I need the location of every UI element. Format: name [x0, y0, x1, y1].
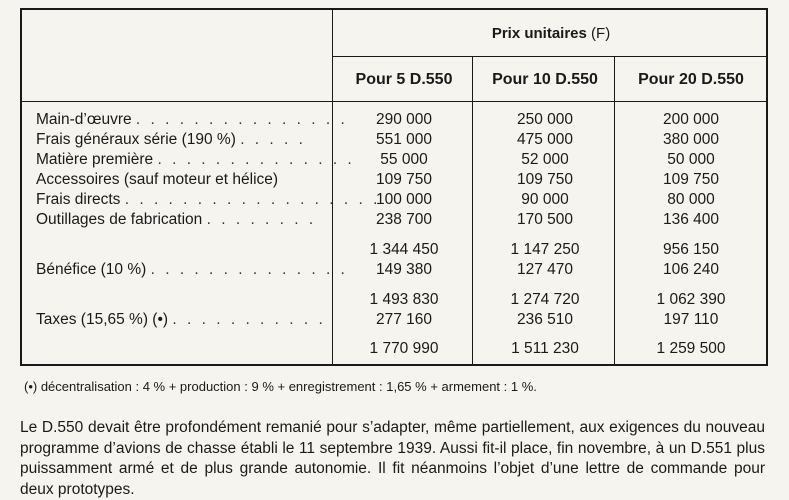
row-label: Accessoires (sauf moteur et hélice) [36, 171, 279, 188]
column-header: Pour 10 D.550 [492, 70, 598, 88]
table-cell: 475 000 [516, 131, 574, 148]
total-cell: 1 259 500 [656, 340, 726, 357]
body-paragraph: Le D.550 devait être profondément remanié pour s’adapter, même partiellement, aux exigences du nouveau programme d’avions de chasse établi le 11 septembre 1939. Aussi fit-il place, fin novembre, à un D.551 plus puissamment armé et de plus grande autonomie. Il fit néanmoins l’objet d’une lettre de commande pour deux prototypes. [20, 419, 765, 498]
subtotal-cell: 1 147 250 [510, 241, 580, 258]
table-cell: 52 000 [521, 151, 569, 168]
subtotal-cell: 1 274 720 [510, 291, 580, 308]
subtotal-cell: 1 344 450 [369, 241, 439, 258]
table-cell: 236 510 [516, 311, 574, 328]
total-cell: 1 770 990 [369, 340, 439, 357]
group-header-label: Prix unitaires [491, 25, 587, 42]
table-cell: 380 000 [662, 131, 720, 148]
cost-table [20, 8, 768, 366]
row-label: Bénéfice (10 %) . . . . . . . . . . . . . . [36, 261, 348, 278]
table-cell: 290 000 [375, 111, 433, 128]
row-label: Main-d’œuvre . . . . . . . . . . . . . . . [36, 111, 348, 128]
table-cell: 106 240 [662, 261, 720, 278]
table-cell: 127 470 [516, 261, 574, 278]
column-header: Pour 5 D.550 [355, 70, 453, 88]
footnote: (•) décentralisation : 4 % + production : 9 % + enregistrement : 1,65 % + armement : 1 %. [24, 379, 537, 394]
table-cell: 238 700 [375, 211, 433, 228]
table-cell: 109 750 [375, 171, 433, 188]
row-label: Frais généraux série (190 %) . . . . . [36, 131, 306, 148]
table-cell: 80 000 [667, 191, 715, 208]
subtotal-cell: 1 062 390 [656, 291, 726, 308]
table-cell: 50 000 [667, 151, 715, 168]
table-cell: 90 000 [521, 191, 569, 208]
row-label: Frais directs . . . . . . . . . . . . . . . . . . [36, 191, 381, 208]
subtotal-cell: 1 493 830 [369, 291, 439, 308]
subtotal-cell: 956 150 [662, 241, 720, 258]
table-cell: 170 500 [516, 211, 574, 228]
column-header: Pour 20 D.550 [638, 70, 744, 88]
table-cell: 250 000 [516, 111, 574, 128]
table-cell: 200 000 [662, 111, 720, 128]
row-label: Outillages de fabrication . . . . . . . . [36, 211, 317, 228]
row-label: Taxes (15,65 %) (•) . . . . . . . . . . . [36, 311, 326, 328]
total-cell: 1 511 230 [511, 340, 579, 357]
table-cell: 55 000 [380, 151, 428, 168]
group-header-unit: (F) [591, 25, 611, 42]
table-cell: 277 160 [375, 311, 433, 328]
table-cell: 109 750 [516, 171, 574, 188]
table-divider [332, 10, 333, 364]
table-cell: 136 400 [662, 211, 720, 228]
table-cell: 109 750 [662, 171, 720, 188]
table-cell: 551 000 [375, 131, 433, 148]
table-cell: 149 380 [375, 261, 433, 278]
group-header [334, 10, 768, 57]
table-cell: 100 000 [375, 191, 433, 208]
table-cell: 197 110 [663, 311, 719, 328]
row-label: Matière première . . . . . . . . . . . . . . [36, 151, 355, 168]
